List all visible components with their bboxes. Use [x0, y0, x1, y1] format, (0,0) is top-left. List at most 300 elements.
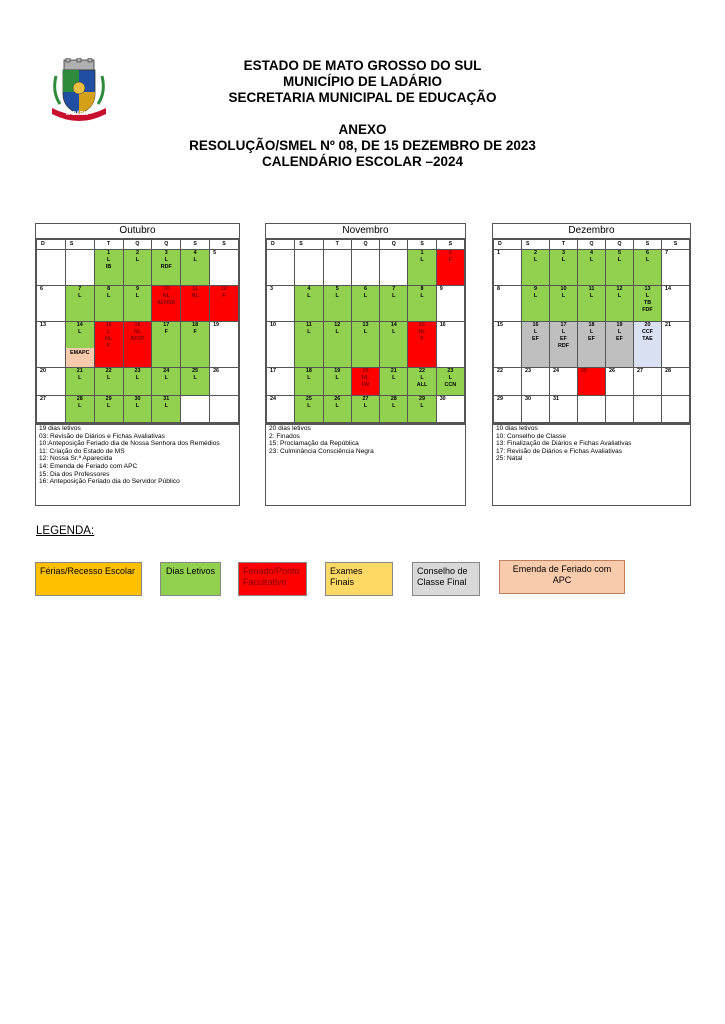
day-code: EF: [560, 336, 567, 342]
day-cell: [181, 250, 210, 286]
day-cell: [662, 396, 690, 424]
day-cell: [634, 322, 662, 368]
day-number: 18: [192, 322, 199, 328]
day-cell: [37, 322, 66, 368]
day-number: 21: [390, 368, 397, 374]
day-code: L: [363, 293, 368, 299]
day-cell: [267, 322, 295, 368]
day-cell: [550, 286, 578, 322]
note-line: 15: Dia dos Professores: [39, 470, 110, 478]
day-cell: [210, 396, 239, 424]
day-cell: [522, 286, 550, 322]
legend-item: Conselho de Classe Final: [412, 562, 480, 596]
day-number: 3: [164, 250, 168, 256]
weekday-header: S: [662, 240, 690, 250]
day-cell: [295, 396, 323, 424]
month-notes: [265, 422, 466, 506]
day-cell: [578, 396, 606, 424]
legend-title: LEGENDA:: [36, 525, 95, 537]
day-code: F: [193, 329, 197, 335]
day-number: 19: [334, 368, 341, 374]
weekday-header: S: [295, 240, 323, 250]
day-cell: [267, 368, 295, 396]
day-cell: [550, 250, 578, 286]
note-line: 19 dias letivos: [39, 425, 81, 432]
day-cell: [295, 286, 323, 322]
day-code: EF: [588, 336, 595, 342]
day-number: 28: [665, 368, 671, 374]
day-cell: [436, 396, 464, 424]
day-number: 16: [439, 322, 446, 328]
month-outubro: [35, 223, 240, 425]
weekday-header: T: [550, 240, 578, 250]
day-number: 31: [163, 396, 170, 402]
day-code: L: [135, 375, 140, 381]
day-code: NL: [191, 293, 199, 299]
day-cell: [94, 396, 123, 424]
day-code: F: [448, 257, 452, 263]
day-cell: [380, 396, 408, 424]
note-line: 03: Revisão de Diários e Fichas Avaliativas: [39, 432, 165, 440]
day-code: L: [307, 403, 311, 409]
day-cell: [37, 368, 66, 396]
day-cell: [578, 322, 606, 368]
day-cell: [408, 322, 436, 368]
day-cell: [323, 250, 351, 286]
day-cell: [123, 322, 152, 368]
day-cell: [323, 322, 351, 368]
day-number: 17: [163, 322, 170, 328]
weekday-header: T: [323, 240, 351, 250]
day-number: 20: [644, 322, 651, 328]
day-code: L: [363, 329, 368, 335]
month-dezembro: [492, 223, 691, 425]
day-number: 30: [134, 396, 141, 402]
day-code: L: [392, 403, 396, 409]
day-code: L: [392, 329, 396, 335]
day-number: 7: [78, 286, 82, 292]
header-annex: ANEXO: [338, 122, 387, 137]
month-grid: [493, 239, 690, 424]
day-code: L: [533, 329, 538, 335]
month-notes: [492, 422, 691, 506]
day-code: ALL: [416, 382, 428, 388]
day-cell: [522, 368, 550, 396]
day-number: 19: [616, 322, 623, 328]
header-calendar-title: CALENDÁRIO ESCOLAR –2024: [261, 154, 464, 169]
day-cell: [351, 368, 379, 396]
day-cell: [152, 250, 181, 286]
day-number: 25: [305, 396, 312, 402]
day-cell: [662, 322, 690, 368]
day-number: 28: [390, 396, 397, 402]
day-code: L: [106, 403, 111, 409]
day-cell: [210, 286, 239, 322]
day-cell: [436, 368, 464, 396]
weekday-header: S: [634, 240, 662, 250]
day-cell: [522, 250, 550, 286]
weekday-header: Q: [123, 240, 152, 250]
day-extra-tag: EMAPC: [66, 348, 94, 367]
day-code: TB: [643, 300, 652, 306]
day-code: L: [307, 329, 311, 335]
note-line: 14: Emenda de Feriado com APC: [39, 462, 138, 470]
day-number: 8: [420, 286, 424, 292]
day-cell: [436, 322, 464, 368]
day-code: NL: [105, 336, 113, 342]
day-number: 15: [419, 322, 426, 328]
day-code: L: [164, 375, 168, 381]
day-number: 23: [134, 368, 141, 374]
day-number: 20: [362, 368, 369, 374]
day-cell: [436, 286, 464, 322]
day-number: 24: [163, 368, 170, 374]
day-number: 15: [105, 322, 112, 328]
day-number: 1: [497, 250, 500, 256]
day-cell: [494, 322, 522, 368]
day-cell: [152, 322, 181, 368]
document-header: [0, 58, 725, 170]
day-cell: [494, 368, 522, 396]
day-cell: [65, 322, 94, 368]
note-line: 2: Finados: [269, 432, 300, 440]
day-number: 25: [581, 368, 587, 374]
day-code: F: [106, 343, 111, 349]
day-code: IB: [105, 264, 112, 270]
day-number: 18: [305, 368, 312, 374]
day-code: L: [589, 329, 594, 335]
day-cell: [351, 396, 379, 424]
weekday-header: Q: [578, 240, 606, 250]
day-cell: [267, 286, 295, 322]
day-number: 2: [534, 250, 537, 256]
day-number: 22: [105, 368, 112, 374]
header-secretariat: SECRETARIA MUNICIPAL DE EDUCAÇÃO: [228, 90, 497, 105]
day-number: 6: [40, 286, 43, 292]
day-cell: [522, 396, 550, 424]
day-cell: [65, 396, 94, 424]
day-cell: [662, 250, 690, 286]
day-code: L: [335, 375, 339, 381]
day-cell: [323, 368, 351, 396]
day-number: 29: [497, 396, 503, 402]
day-number: 13: [40, 322, 46, 328]
day-number: 26: [334, 396, 341, 402]
month-title: Dezembro: [493, 224, 690, 239]
day-number: 12: [616, 286, 623, 292]
crest-ribbon-text: LADÁRIO: [66, 111, 89, 117]
day-code: L: [193, 375, 197, 381]
weekday-header: S: [436, 240, 464, 250]
day-code: F: [222, 293, 226, 299]
day-cell: [550, 322, 578, 368]
weekday-header: S: [522, 240, 550, 250]
day-cell: [267, 250, 295, 286]
day-number: 27: [362, 396, 369, 402]
weekday-header: Q: [351, 240, 379, 250]
day-number: 5: [213, 250, 217, 256]
day-number: 5: [618, 250, 621, 256]
day-number: 30: [525, 396, 531, 402]
day-number: 14: [665, 286, 671, 292]
day-code: CCN: [444, 382, 457, 388]
day-code: L: [307, 293, 311, 299]
day-cell: [181, 286, 210, 322]
day-number: 9: [439, 286, 443, 292]
day-cell: [522, 322, 550, 368]
day-number: 12: [334, 322, 341, 328]
note-line: 12: Nossa Sr.ª Aparecida: [39, 455, 113, 463]
day-number: 3: [270, 286, 273, 292]
day-code: L: [617, 293, 622, 299]
day-number: 14: [390, 322, 397, 328]
weekday-header: Q: [380, 240, 408, 250]
weekday-header: D: [494, 240, 522, 250]
day-cell: [494, 286, 522, 322]
day-code: AFSP: [130, 336, 145, 342]
day-number: 28: [76, 396, 83, 402]
day-code: L: [106, 293, 111, 299]
month-title: Outubro: [36, 224, 239, 239]
day-code: L: [645, 293, 650, 299]
weekday-header: Q: [152, 240, 181, 250]
day-number: 9: [534, 286, 537, 292]
day-code: RDF: [557, 343, 570, 349]
day-cell: [181, 368, 210, 396]
day-cell: [295, 250, 323, 286]
day-cell: [634, 396, 662, 424]
day-cell: [152, 286, 181, 322]
day-code: L: [645, 257, 650, 263]
day-code: L: [164, 257, 168, 263]
day-cell: [380, 250, 408, 286]
month-notes: [35, 422, 240, 506]
month-grid: [36, 239, 239, 424]
day-cell: [606, 368, 634, 396]
day-number: 27: [637, 368, 643, 374]
day-number: 31: [553, 396, 559, 402]
note-line: 17: Revisão de Diários e Fichas Avaliativas: [496, 447, 622, 455]
day-number: 5: [335, 286, 339, 292]
day-number: 22: [419, 368, 426, 374]
day-cell: [380, 286, 408, 322]
day-cell: [606, 396, 634, 424]
day-number: 8: [107, 286, 111, 292]
day-code: L: [78, 329, 82, 335]
day-code: L: [533, 293, 538, 299]
note-line: 25: Natal: [496, 455, 523, 463]
header-resolution: RESOLUÇÃO/SMEL Nº 08, DE 15 DEZEMBRO DE 2023: [189, 138, 536, 153]
day-cell: [295, 368, 323, 396]
day-number: 25: [192, 368, 199, 374]
day-number: 8: [497, 286, 500, 292]
day-number: 10: [270, 322, 276, 328]
note-line: 15: Proclamação da República: [269, 440, 359, 448]
day-number: 2: [448, 250, 452, 256]
day-cell: [494, 250, 522, 286]
day-number: 2: [135, 250, 139, 256]
day-code: L: [307, 375, 311, 381]
weekday-header: S: [65, 240, 94, 250]
day-number: 7: [665, 250, 668, 256]
day-code: AFNSR: [157, 300, 176, 306]
day-number: 27: [40, 396, 46, 402]
day-number: 20: [40, 368, 46, 374]
day-number: 15: [497, 322, 503, 328]
day-code: NL: [162, 293, 170, 299]
day-code: NL: [361, 375, 370, 381]
day-number: 21: [76, 368, 83, 374]
day-number: 6: [363, 286, 367, 292]
day-cell: [380, 322, 408, 368]
day-cell: [181, 396, 210, 424]
day-code: L: [561, 329, 566, 335]
day-number: 10: [163, 286, 170, 292]
day-number: 7: [392, 286, 396, 292]
day-cell: [94, 286, 123, 322]
day-code: FDF: [642, 307, 653, 313]
day-cell: [606, 250, 634, 286]
day-code: L: [106, 257, 111, 263]
day-cell: [267, 396, 295, 424]
day-cell: [408, 396, 436, 424]
day-code: F: [164, 329, 168, 335]
day-number: 10: [560, 286, 567, 292]
day-cell: [65, 368, 94, 396]
weekday-header: S: [181, 240, 210, 250]
note-line: 10: Conselho de Classe: [496, 432, 567, 440]
weekday-header: D: [37, 240, 66, 250]
day-cell: [123, 396, 152, 424]
day-code: L: [448, 375, 452, 381]
day-cell: [210, 322, 239, 368]
day-code: RDF: [160, 264, 172, 270]
day-code: L: [135, 257, 140, 263]
day-cell: [37, 396, 66, 424]
day-number: 11: [588, 286, 595, 292]
day-number: 16: [134, 322, 141, 328]
legend-item: Feriado/Ponto Facultativo: [238, 562, 307, 596]
day-number: 4: [590, 250, 593, 256]
day-cell: [550, 368, 578, 396]
day-cell: [494, 396, 522, 424]
day-number: 3: [562, 250, 565, 256]
note-line: 20 dias letivos: [269, 425, 311, 432]
month-title: Novembro: [266, 224, 465, 239]
day-cell: [408, 250, 436, 286]
day-code: L: [420, 257, 424, 263]
day-number: 24: [270, 396, 276, 402]
day-number: 9: [135, 286, 139, 292]
day-cell: [634, 250, 662, 286]
weekday-header: Q: [606, 240, 634, 250]
day-number: 16: [532, 322, 539, 328]
day-cell: [210, 368, 239, 396]
day-number: 13: [644, 286, 651, 292]
day-number: 1: [107, 250, 111, 256]
day-number: 30: [439, 396, 446, 402]
day-cell: [634, 368, 662, 396]
day-code: L: [335, 329, 339, 335]
day-cell: [662, 286, 690, 322]
day-code: L: [589, 257, 594, 263]
day-number: 4: [193, 250, 197, 256]
weekday-header: S: [210, 240, 239, 250]
day-cell: [123, 250, 152, 286]
day-cell: [123, 286, 152, 322]
header-municipality: MUNICÍPIO DE LADÁRIO: [282, 74, 442, 89]
note-line: 10 dias letivos: [496, 425, 538, 432]
day-code: L: [392, 293, 396, 299]
day-cell: [65, 286, 94, 322]
day-cell: [65, 250, 94, 286]
day-cell: [323, 286, 351, 322]
day-cell: [152, 396, 181, 424]
day-code: L: [135, 293, 140, 299]
day-number: 11: [192, 286, 198, 292]
day-number: 17: [270, 368, 276, 374]
header-state: ESTADO DE MATO GROSSO DO SUL: [243, 58, 482, 73]
day-code: L: [617, 257, 622, 263]
day-cell: [606, 322, 634, 368]
day-number: 23: [447, 368, 454, 374]
day-number: 24: [553, 368, 559, 374]
day-code: L: [193, 257, 197, 263]
day-code: L: [78, 293, 82, 299]
legend-item: Exames Finais: [325, 562, 393, 596]
note-line: 10:Anteposição Feriado dia de Nossa Senhora dos Remédios: [39, 440, 220, 448]
day-cell: [550, 396, 578, 424]
legend-item: Férias/Recesso Escolar: [35, 562, 142, 596]
day-cell: [408, 286, 436, 322]
day-code: FM: [361, 382, 370, 388]
day-code: L: [420, 293, 424, 299]
day-cell: [351, 322, 379, 368]
day-cell: [37, 250, 66, 286]
day-code: L: [589, 293, 594, 299]
day-cell: [578, 368, 606, 396]
day-number: 29: [105, 396, 112, 402]
month-novembro: [265, 223, 466, 425]
day-code: L: [78, 403, 82, 409]
day-code: NL: [418, 329, 426, 335]
day-number: 17: [560, 322, 567, 328]
day-code: EF: [616, 336, 623, 342]
day-code: L: [392, 375, 396, 381]
day-number: 1: [420, 250, 424, 256]
day-cell: [351, 250, 379, 286]
day-code: L: [617, 329, 622, 335]
day-cell: [94, 250, 123, 286]
day-number: 18: [588, 322, 595, 328]
note-line: 13: Finalização de Diários e Fichas Avaliativas: [496, 440, 632, 448]
day-cell: [662, 368, 690, 396]
day-number: 11: [306, 322, 312, 328]
note-line: 23: Culminância Consciência Negra: [269, 447, 374, 455]
legend-item: Emenda de Feriado com APC: [499, 560, 625, 594]
day-number: 21: [665, 322, 671, 328]
day-code: L: [335, 293, 339, 299]
day-number: 26: [609, 368, 615, 374]
day-cell: [351, 286, 379, 322]
day-cell: [323, 396, 351, 424]
day-number: 29: [419, 396, 426, 402]
day-code: L: [164, 403, 168, 409]
day-number: 14: [76, 322, 83, 328]
day-code: L: [106, 329, 111, 335]
day-cell: [181, 322, 210, 368]
day-number: 6: [646, 250, 649, 256]
